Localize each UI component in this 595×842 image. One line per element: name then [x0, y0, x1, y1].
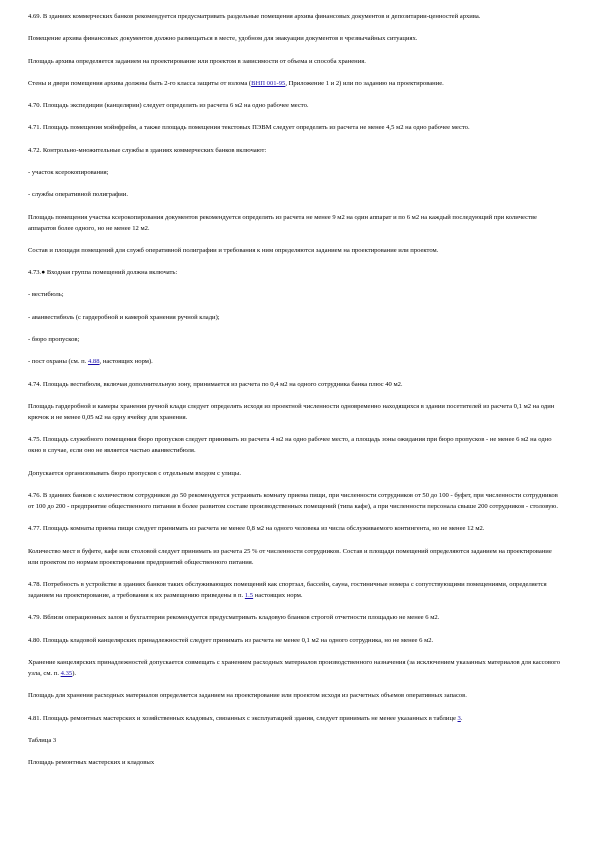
- paragraph-tbl3title: [28, 757, 563, 768]
- paragraph-text: , Приложение 1 и 2) или по заданию на проектирование.: [285, 79, 444, 87]
- paragraph-text: 4.74. Площадь вестибюля, включая дополнительную зону, принимается из расчета по 0,4 м2 на одного сотрудника банка плюс 40 м2.: [28, 380, 403, 388]
- paragraph-text: Площадь ремонтных мастерских и кладовых: [28, 759, 155, 767]
- paragraph-text: 4.81. Площадь ремонтных мастерских и хозяйственных кладовых, связанных с эксплуатацией здания, следует принимать не менее указанных в таблице: [28, 714, 458, 722]
- paragraph-p472d: [28, 245, 563, 256]
- paragraph-text: , настоящих норм).: [99, 358, 153, 366]
- paragraph-p472b: [28, 189, 563, 200]
- paragraph-p475a: [28, 468, 563, 479]
- paragraph-text: - пост охраны (см. п.: [28, 358, 88, 366]
- paragraph-p473a: [28, 289, 563, 300]
- paragraph-p481: [28, 713, 563, 724]
- paragraph-text: 4.78. Потребность в устройстве в зданиях банков таких обслуживающих помещений как спортзал, бассейн, сауна, гостиничные номера с сопутствующими помещениями, определяется заданием на проектирование, а требования к их размещению приведены в п.: [28, 580, 547, 600]
- reference-link[interactable]: 3: [457, 714, 461, 722]
- paragraph-text: - бюро пропусков;: [28, 336, 80, 344]
- paragraph-p477a: [28, 546, 563, 568]
- paragraph-text: Площадь гардеробной и камеры хранения ручной клади следует определять исходя из проектной численности одновременно находящихся в здании посетителей из расчета 0,1 м2 на один крючок и не менее 0,05 м2 на одну ячейку для хранения.: [28, 402, 555, 421]
- paragraph-text: Допускается организовывать бюро пропусков с отдельным входом с улицы.: [28, 469, 241, 477]
- paragraph-text: Хранение канцелярских принадлежностей допускается совмещать с хранением расходных материалов производственного назначения (за исключением указанных материалов для кассового узла, см. п.: [28, 658, 561, 677]
- paragraph-text: Состав и площади помещений для служб оперативной полиграфии и требования к ним определяются заданием на проектирование или проектом.: [28, 246, 439, 254]
- paragraph-p480a: [28, 657, 563, 679]
- reference-link[interactable]: 4.88: [87, 358, 100, 366]
- paragraph-text: 4.79. Вблизи операционных залов и бухгалтерии рекомендуется предусматривать кладовую бланков строгой отчетности площадью не менее 6 м2.: [28, 614, 440, 622]
- paragraph-p472: [28, 145, 563, 156]
- paragraph-text: Помещение архива финансовых документов должно размещаться в месте, удобном для эвакуации документов в чрезвычайных ситуациях.: [28, 35, 418, 43]
- paragraph-p472a: [28, 167, 563, 178]
- paragraph-p471: [28, 122, 563, 133]
- paragraph-p475: [28, 434, 563, 456]
- paragraph-text: - службы оперативной полиграфии.: [28, 191, 128, 199]
- paragraph-p469c: [28, 78, 563, 89]
- paragraph-text: - аванвестибюль (с гардеробной и камерой хранения ручной клади);: [28, 313, 220, 321]
- paragraph-text: - вестибюль;: [28, 291, 64, 299]
- paragraph-p473b: [28, 312, 563, 323]
- reference-link[interactable]: 1.5: [244, 592, 254, 600]
- paragraph-p469b: [28, 56, 563, 67]
- paragraph-p473: [28, 267, 563, 278]
- paragraph-p477: [28, 523, 563, 534]
- paragraph-p474: [28, 379, 563, 390]
- paragraph-p469: [28, 11, 563, 22]
- paragraph-text: 4.73.● Входная группа помещений должна включать:: [28, 269, 178, 277]
- paragraph-text: .: [460, 714, 463, 722]
- paragraph-text: 4.80. Площадь кладовой канцелярских принадлежностей следует принимать из расчета не менее 0,1 м2 на одного сотрудника, но не менее 6 м2.: [28, 636, 434, 644]
- reference-link[interactable]: 4.35: [60, 669, 73, 677]
- paragraph-text: настоящих норм.: [253, 592, 303, 600]
- paragraph-text: 4.75. Площадь служебного помещения бюро пропусков следует принимать из расчета 4 м2 на одно рабочее место, а площадь зоны ожидания при бюро пропусков - не менее 6 м2 на одно окно в случае, если оно не является частью аванвестибюля.: [28, 436, 552, 455]
- paragraph-text: 4.72. Контрольно-множительные службы в зданиях коммерческих банков включают:: [28, 146, 267, 154]
- paragraph-p473c: [28, 334, 563, 345]
- paragraph-p470: [28, 100, 563, 111]
- paragraph-text: ).: [72, 669, 77, 677]
- document-body: [28, 11, 563, 779]
- paragraph-text: - участок ксерокопирования;: [28, 168, 109, 176]
- paragraph-tbl3: [28, 735, 563, 746]
- paragraph-text: Количество мест в буфете, кафе или столовой следует принимать из расчета 25 % от численности сотрудников. Состав и площади помещений определяются заданием на проектирование или проектом по нормам проектирования предприятий общественного питания.: [28, 547, 552, 566]
- paragraph-text: Площадь помещения участка ксерокопирования документов рекомендуется определять из расчета не менее 9 м2 на один аппарат и по 6 м2 на каждый последующий при количестве аппаратов более одного, но не менее 12 м2.: [28, 213, 537, 232]
- paragraph-p478: [28, 579, 563, 601]
- paragraph-text: 4.69. В зданиях коммерческих банков рекомендуется предусматривать раздельные помещения архива финансовых документов и депозитарии-ценностей архива.: [28, 13, 481, 20]
- paragraph-text: Таблица 3: [28, 736, 57, 744]
- paragraph-p480: [28, 635, 563, 646]
- reference-link[interactable]: ВНП 001-95: [251, 79, 286, 87]
- paragraph-p472c: [28, 212, 563, 234]
- paragraph-p473d: [28, 356, 563, 367]
- paragraph-p474a: [28, 401, 563, 423]
- paragraph-text: 4.76. В зданиях банков с количеством сотрудников до 50 рекомендуется устраивать комнату приема пищи, при численности сотрудников от 50 до 100 - буфет, при численности сотрудников от 100 до 200 - предприятие общественного питания в более развитом составе производственных помещений (типа кафе), а при численности персонала свыше 200 сотрудников - столовую.: [28, 491, 558, 510]
- paragraph-text: 4.77. Площадь комнаты приема пищи следует принимать из расчета не менее 0,8 м2 на одного человека из числа обслуживаемого контингента, но не менее 12 м2.: [28, 525, 485, 533]
- paragraph-p469a: [28, 33, 563, 44]
- paragraph-text: Стены и двери помещения архива должны быть 2-го класса защиты от взлома (: [28, 79, 252, 87]
- paragraph-text: 4.70. Площадь экспедиции (канцелярии) следует определять из расчета 6 м2 на одно рабочее место.: [28, 102, 309, 110]
- paragraph-p476: [28, 490, 563, 512]
- paragraph-text: Площадь для хранения расходных материалов определяется заданием на проектирование или проектом исходя из расчетных объемов оперативных запасов.: [28, 692, 467, 700]
- paragraph-p480b: [28, 690, 563, 701]
- paragraph-text: Площадь архива определяется заданием на проектирование или проектом в зависимости от объема и способа хранения.: [28, 57, 366, 65]
- paragraph-text: 4.71. Площадь помещения мэйнфрейм, а также площадь помещения текстовых ПЭВМ следует определять из расчета не менее 4,5 м2 на одно рабочее место.: [28, 124, 470, 132]
- paragraph-p479: [28, 612, 563, 623]
